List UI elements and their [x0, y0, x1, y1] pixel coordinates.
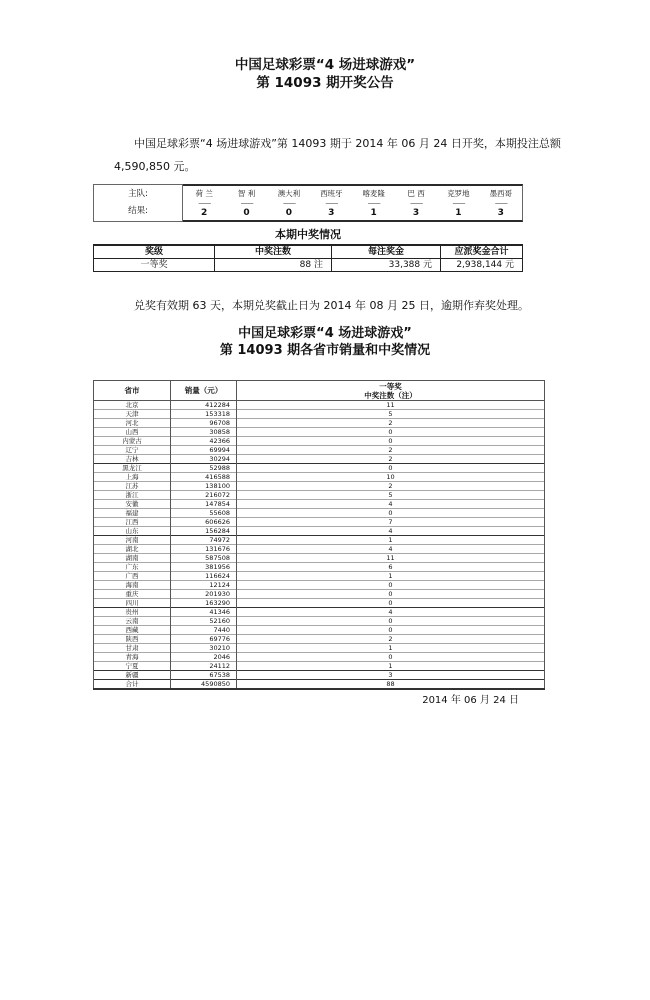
- sales-amount: 52160: [171, 617, 237, 626]
- province-row: [94, 491, 545, 500]
- winner-count: 1: [237, 572, 545, 581]
- winner-count: 2: [237, 446, 545, 455]
- sales-amount: 131676: [171, 545, 237, 554]
- province-row: [94, 500, 545, 509]
- province-row: [94, 545, 545, 554]
- match-team-column: [268, 186, 310, 220]
- province-name: 河南: [94, 536, 171, 545]
- winner-count: 3: [237, 671, 545, 680]
- sales-amount: 163290: [171, 599, 237, 608]
- redeem-notice: 兑奖有效期 63 天，本期兑奖截止日为 2014 年 08 月 25 日，逾期作弃奖处理。: [134, 299, 529, 312]
- sales-amount: 216072: [171, 491, 237, 500]
- prize-data-row: [94, 259, 523, 272]
- header-province: 省市: [94, 381, 171, 401]
- match-team-column: [395, 186, 437, 220]
- winning-bets: 88 注: [215, 259, 332, 272]
- dash-separator: ——: [198, 199, 211, 207]
- sales-amount: 587508: [171, 554, 237, 563]
- winner-count: 0: [237, 590, 545, 599]
- match-results-table: [93, 184, 523, 222]
- sales-amount: 96708: [171, 419, 237, 428]
- winner-count: 4: [237, 608, 545, 617]
- match-team-column: [310, 186, 352, 220]
- sales-amount: 30210: [171, 644, 237, 653]
- match-teams: [183, 184, 523, 222]
- page-title: [0, 56, 650, 92]
- home-team-row-label: 主队:: [128, 189, 148, 199]
- winner-count: 2: [237, 455, 545, 464]
- match-team-column: [183, 186, 225, 220]
- team-name: 智 利: [237, 189, 256, 198]
- header-first-prize: [237, 381, 545, 401]
- team-goals: 3: [328, 208, 335, 218]
- province-name: 新疆: [94, 671, 171, 680]
- province-table-body: [94, 401, 545, 690]
- province-name: 陕西: [94, 635, 171, 644]
- sales-amount: 24112: [171, 662, 237, 671]
- province-name: 上海: [94, 473, 171, 482]
- team-name: 克罗地: [447, 189, 470, 198]
- winner-count: 0: [237, 428, 545, 437]
- match-team-column: [437, 186, 479, 220]
- province-name: 湖南: [94, 554, 171, 563]
- province-row: [94, 419, 545, 428]
- winner-count: 5: [237, 410, 545, 419]
- winner-count: 11: [237, 401, 545, 410]
- province-row: [94, 590, 545, 599]
- footer-date: 2014 年 06 月 24 日: [422, 695, 519, 706]
- header-prize-per-bet: 每注奖金: [332, 245, 441, 259]
- province-name: 青海: [94, 653, 171, 662]
- province-row: [94, 446, 545, 455]
- sales-amount: 7440: [171, 626, 237, 635]
- total-payout: 2,938,144 元: [441, 259, 523, 272]
- province-row: [94, 410, 545, 419]
- province-row: [94, 428, 545, 437]
- header-first-prize-line1: 一等奖: [379, 381, 402, 391]
- match-team-column: [225, 186, 267, 220]
- province-name: 合计: [94, 680, 171, 690]
- province-name: 江苏: [94, 482, 171, 491]
- province-name: 安徽: [94, 500, 171, 509]
- winner-count: 0: [237, 653, 545, 662]
- team-name: 墨西哥: [489, 189, 513, 198]
- sales-amount: 41346: [171, 608, 237, 617]
- result-row-label: 结果:: [128, 206, 148, 216]
- sales-amount: 156284: [171, 527, 237, 536]
- sales-amount: 2046: [171, 653, 237, 662]
- section2-title-line2: 第 14093 期各省市销量和中奖情况: [219, 343, 431, 358]
- team-goals: 0: [285, 208, 293, 218]
- winner-count: 0: [237, 437, 545, 446]
- sales-amount: 147854: [171, 500, 237, 509]
- winner-count: 88: [237, 680, 545, 690]
- team-goals: 2: [201, 208, 208, 218]
- province-name: 宁夏: [94, 662, 171, 671]
- header-sales: 销量（元）: [171, 381, 237, 401]
- sales-amount: 30858: [171, 428, 237, 437]
- winner-count: 0: [237, 599, 545, 608]
- sales-amount: 74972: [171, 536, 237, 545]
- header-prize-level: 奖级: [94, 245, 215, 259]
- province-row: [94, 482, 545, 491]
- team-name: 喀麦隆: [362, 189, 385, 198]
- winner-count: 11: [237, 554, 545, 563]
- province-name: 北京: [94, 401, 171, 410]
- province-table-header: [94, 381, 545, 401]
- province-name: 甘肃: [94, 644, 171, 653]
- section2-title: [0, 325, 650, 359]
- province-name: 内蒙古: [94, 437, 171, 446]
- province-row: [94, 554, 545, 563]
- province-name: 广东: [94, 563, 171, 572]
- sales-amount: 42366: [171, 437, 237, 446]
- team-goals: 1: [370, 208, 377, 218]
- match-team-column: [353, 186, 395, 220]
- sales-amount: 153318: [171, 410, 237, 419]
- dash-separator: ——: [325, 199, 338, 207]
- team-goals: 1: [455, 208, 462, 218]
- winner-count: 0: [237, 464, 545, 473]
- prize-table: [93, 244, 523, 272]
- dash-separator: ——: [494, 199, 507, 207]
- team-goals: 3: [497, 208, 504, 218]
- team-name: 荷 兰: [195, 189, 213, 198]
- sales-amount: 201930: [171, 590, 237, 599]
- sales-amount: 381956: [171, 563, 237, 572]
- sales-amount: 412284: [171, 401, 237, 410]
- header-winning-bets: 中奖注数: [215, 245, 332, 259]
- dash-separator: ——: [367, 199, 380, 207]
- province-sales-table: [93, 380, 545, 690]
- province-name: 江西: [94, 518, 171, 527]
- announcement-intro: [114, 132, 590, 178]
- prize-header-row: [94, 245, 523, 259]
- province-name: 山西: [94, 428, 171, 437]
- province-name: 浙江: [94, 491, 171, 500]
- team-name: 巴 西: [407, 189, 425, 198]
- province-name: 辽宁: [94, 446, 171, 455]
- province-name: 贵州: [94, 608, 171, 617]
- dash-separator: ——: [410, 199, 423, 207]
- page-title-line2: 第 14093 期开奖公告: [256, 75, 394, 91]
- match-team-column: [480, 186, 522, 220]
- province-name: 云南: [94, 617, 171, 626]
- winner-count: 0: [237, 581, 545, 590]
- province-row: [94, 527, 545, 536]
- total-row: [94, 680, 545, 690]
- province-row: [94, 608, 545, 617]
- province-name: 湖北: [94, 545, 171, 554]
- team-name: 澳大利: [277, 189, 301, 198]
- province-row: [94, 644, 545, 653]
- province-name: 广西: [94, 572, 171, 581]
- province-name: 福建: [94, 509, 171, 518]
- winner-count: 4: [237, 500, 545, 509]
- province-row: [94, 635, 545, 644]
- header-first-prize-line2: 中奖注数（注）: [364, 390, 417, 400]
- page-title-line1: 中国足球彩票“4 场进球游戏”: [234, 57, 416, 73]
- intro-line2: 4,590,850 元。: [114, 160, 196, 173]
- province-row: [94, 464, 545, 473]
- sales-amount: 69994: [171, 446, 237, 455]
- province-row: [94, 662, 545, 671]
- sales-amount: 416588: [171, 473, 237, 482]
- dash-separator: ——: [240, 199, 253, 207]
- sales-amount: 606626: [171, 518, 237, 527]
- winner-count: 2: [237, 419, 545, 428]
- team-name: 西班牙: [320, 189, 343, 198]
- sales-amount: 30294: [171, 455, 237, 464]
- winner-count: 7: [237, 518, 545, 527]
- province-name: 河北: [94, 419, 171, 428]
- match-row-labels: [93, 184, 183, 222]
- sales-amount: 69776: [171, 635, 237, 644]
- sales-amount: 12124: [171, 581, 237, 590]
- winner-count: 1: [237, 662, 545, 671]
- sales-amount: 116624: [171, 572, 237, 581]
- province-name: 吉林: [94, 455, 171, 464]
- prize-section-title: 本期中奖情况: [275, 228, 341, 241]
- intro-line1: 中国足球彩票“4 场进球游戏”第 14093 期于 2014 年 06 月 24 日开奖，本期投注总额: [134, 137, 561, 150]
- winner-count: 2: [237, 482, 545, 491]
- province-row: [94, 473, 545, 482]
- sales-amount: 55608: [171, 509, 237, 518]
- province-row: [94, 671, 545, 680]
- winner-count: 5: [237, 491, 545, 500]
- team-goals: 3: [412, 208, 420, 218]
- province-row: [94, 572, 545, 581]
- province-name: 重庆: [94, 590, 171, 599]
- sales-amount: 52988: [171, 464, 237, 473]
- province-row: [94, 626, 545, 635]
- province-name: 西藏: [94, 626, 171, 635]
- winner-count: 0: [237, 617, 545, 626]
- sales-amount: 138100: [171, 482, 237, 491]
- winner-count: 1: [237, 644, 545, 653]
- province-row: [94, 401, 545, 410]
- province-name: 山东: [94, 527, 171, 536]
- province-row: [94, 518, 545, 527]
- province-row: [94, 599, 545, 608]
- province-row: [94, 617, 545, 626]
- winner-count: 10: [237, 473, 545, 482]
- section2-title-line1: 中国足球彩票“4 场进球游戏”: [238, 326, 412, 341]
- sales-amount: 67538: [171, 671, 237, 680]
- winner-count: 4: [237, 527, 545, 536]
- header-total-payout: 应派奖金合计: [441, 245, 523, 259]
- dash-separator: ——: [452, 199, 465, 207]
- winner-count: 1: [237, 536, 545, 545]
- sales-amount: 4590850: [171, 680, 237, 690]
- province-row: [94, 536, 545, 545]
- province-row: [94, 509, 545, 518]
- prize-level: 一等奖: [94, 259, 215, 272]
- province-name: 海南: [94, 581, 171, 590]
- province-name: 天津: [94, 410, 171, 419]
- province-row: [94, 653, 545, 662]
- winner-count: 4: [237, 545, 545, 554]
- team-goals: 0: [243, 208, 250, 218]
- winner-count: 0: [237, 509, 545, 518]
- winner-count: 0: [237, 626, 545, 635]
- province-row: [94, 455, 545, 464]
- winner-count: 2: [237, 635, 545, 644]
- province-name: 四川: [94, 599, 171, 608]
- province-row: [94, 581, 545, 590]
- winner-count: 6: [237, 563, 545, 572]
- province-row: [94, 563, 545, 572]
- prize-per-bet: 33,388 元: [332, 259, 441, 272]
- province-row: [94, 437, 545, 446]
- province-name: 黑龙江: [94, 464, 171, 473]
- dash-separator: ——: [282, 199, 295, 207]
